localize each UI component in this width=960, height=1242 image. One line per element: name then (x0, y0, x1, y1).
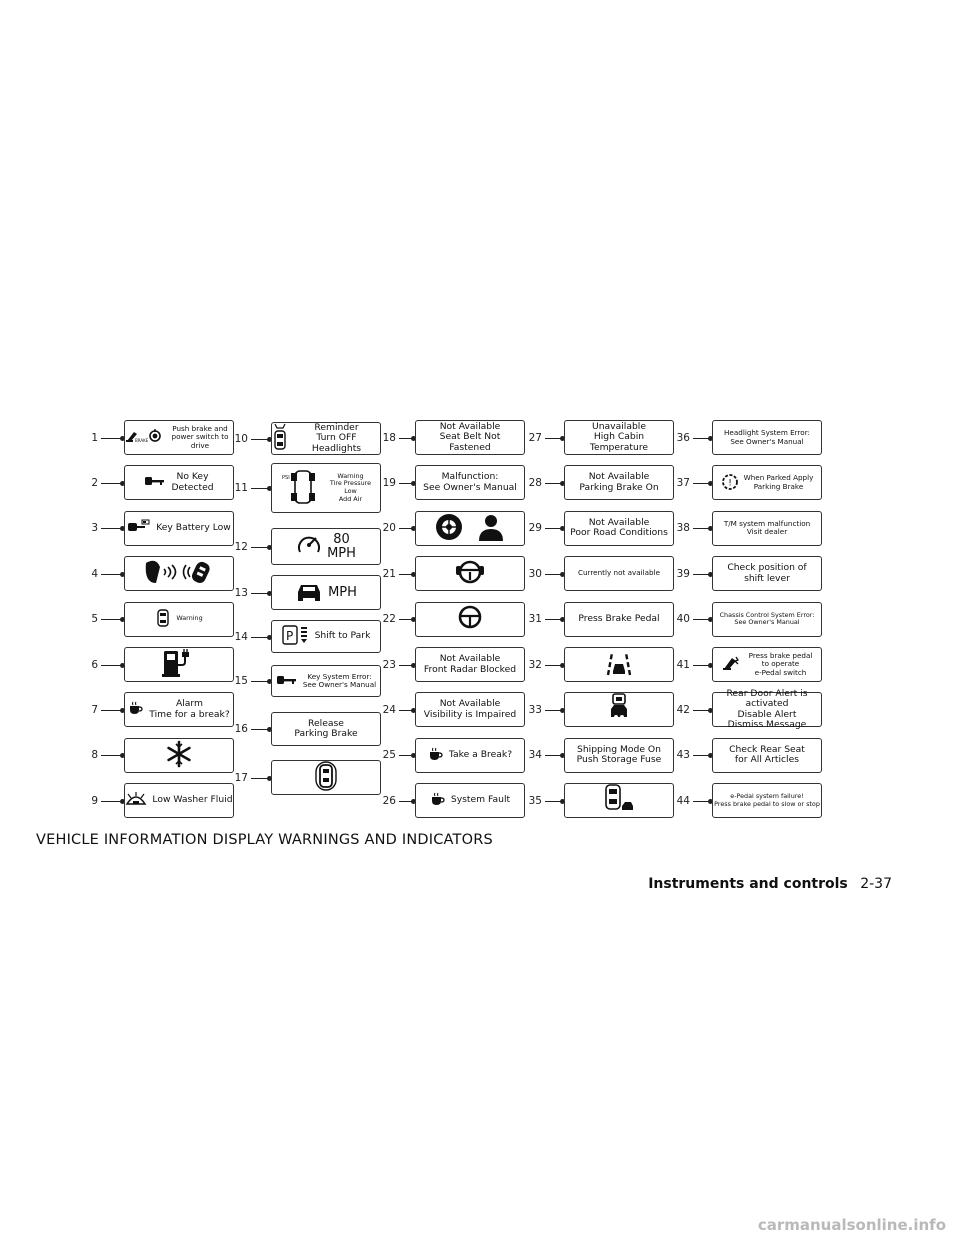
message-text (570, 518, 668, 539)
person-icon (477, 513, 505, 545)
car-top-icon (315, 761, 337, 795)
indicator-message-box (124, 420, 234, 455)
indicator-message-box (564, 602, 674, 637)
steering-wheel-hands-icon (455, 560, 485, 588)
callout-number: 21 (382, 567, 396, 580)
message-text (167, 425, 233, 450)
leader-line (545, 574, 563, 575)
coffee-cup-icon (430, 792, 446, 810)
leader-line (399, 801, 414, 802)
callout-number: 7 (91, 703, 98, 716)
message-text (440, 422, 501, 454)
message-line: Currently not available (577, 568, 661, 578)
callout-number: 24 (382, 703, 396, 716)
message-line: 80 (333, 531, 350, 547)
message-text (423, 472, 517, 493)
indicator-message-box (124, 738, 234, 773)
indicator-message-box (415, 420, 525, 455)
message-text (577, 745, 662, 766)
message-text (578, 569, 660, 577)
message-line: Not Available (439, 653, 501, 664)
message-line: Reminder (314, 421, 359, 433)
message-text (749, 652, 813, 677)
message-line: Check Rear Seat (729, 743, 805, 755)
message-line: Alarm (175, 698, 204, 710)
leader-line (693, 438, 711, 439)
callout-number: 43 (676, 749, 690, 762)
leader-line (545, 801, 563, 802)
warning-car-icon (155, 608, 171, 631)
message-line: shift lever (744, 572, 790, 584)
message-line: MPH (328, 584, 357, 600)
leader-line (101, 619, 123, 620)
message-line: T/M system malfunction (723, 518, 811, 528)
message-line: Front Radar Blocked (423, 663, 517, 675)
leader-line (101, 801, 123, 802)
callout-number: 34 (528, 749, 542, 762)
message-line: When Parked Apply (743, 473, 814, 483)
leader-line (693, 483, 711, 484)
leader-line (545, 483, 563, 484)
callout-number: 4 (91, 567, 98, 580)
leader-line (101, 438, 123, 439)
indicator-message-box (712, 738, 822, 773)
message-text (303, 673, 376, 690)
leader-line (693, 755, 711, 756)
message-line: Turn OFF Headlights (311, 432, 362, 454)
message-line: Detected (171, 481, 214, 493)
callout-number: 3 (91, 522, 98, 535)
leader-line (545, 528, 563, 529)
page-footer (648, 876, 892, 892)
callout-number: 1 (91, 431, 98, 444)
message-line: power switch to drive (171, 432, 229, 450)
callout-number: 30 (528, 567, 542, 580)
message-line: Rear Door Alert is (726, 687, 808, 699)
message-text (424, 699, 516, 720)
message-text (315, 631, 371, 642)
cruise-car-icon (295, 580, 323, 606)
message-text (714, 793, 820, 808)
message-line: Dismiss Message (727, 719, 807, 731)
brake-foot-icon (125, 429, 149, 445)
indicator-message-box (124, 465, 234, 500)
indicator-message-box (415, 465, 525, 500)
leader-line (251, 778, 270, 779)
callout-number: 25 (382, 749, 396, 762)
message-text (744, 474, 814, 491)
message-line: for All Articles (734, 754, 800, 766)
leader-line (251, 488, 270, 489)
ev-charge-icon (162, 649, 196, 681)
indicator-message-box (712, 647, 822, 682)
speedometer-icon (296, 532, 322, 562)
callout-number: 15 (234, 675, 248, 687)
message-text (727, 563, 806, 584)
message-line: activated (745, 698, 789, 710)
callout-number: 39 (676, 567, 690, 580)
leader-line (693, 665, 711, 666)
callout-number: 10 (234, 432, 248, 445)
svg-text:P: P (285, 628, 293, 643)
message-line: System Fault (450, 794, 511, 806)
message-line: See Owner's Manual (734, 618, 800, 627)
message-line: See Owner's Manual (302, 680, 377, 689)
indicator-message-box (564, 692, 674, 727)
leader-line (399, 755, 414, 756)
message-line: Not Available (588, 471, 650, 483)
washer-fluid-icon (125, 792, 147, 810)
key-icon (144, 475, 166, 491)
callout-number: 41 (676, 658, 690, 671)
message-line: Check position of (727, 562, 807, 574)
indicator-message-box (712, 556, 822, 591)
indicator-message-box (564, 511, 674, 546)
message-line: Fastened (449, 441, 491, 453)
callout-number: 44 (676, 794, 690, 807)
callout-number: 22 (382, 613, 396, 626)
indicator-message-box (712, 465, 822, 500)
callout-number: 9 (91, 794, 98, 807)
message-text (729, 745, 805, 766)
message-text (724, 429, 810, 446)
callout-number: 19 (382, 476, 396, 489)
indicator-message-box (564, 738, 674, 773)
indicator-message-box (712, 687, 822, 731)
message-line: Visibility is Impaired (423, 708, 517, 720)
message-line: Disable Alert (737, 708, 797, 720)
leader-line (251, 637, 270, 638)
indicator-message-box (271, 463, 381, 513)
message-line: Push Storage Fuse (576, 754, 662, 766)
indicator-message-box (712, 511, 822, 546)
message-line: Warning (337, 471, 364, 480)
message-text (152, 795, 232, 806)
leader-line (399, 665, 414, 666)
message-line: Poor Road Conditions (570, 527, 668, 539)
leader-line (399, 710, 414, 711)
message-line: to operate (761, 659, 800, 669)
message-line: Visit dealer (746, 527, 788, 537)
indicator-message-box (564, 420, 674, 455)
indicator-message-box (712, 420, 822, 455)
leader-line (101, 755, 123, 756)
callout-number: 5 (91, 613, 98, 626)
message-line: Time for a break? (149, 708, 230, 720)
message-line: Add Air (338, 494, 363, 503)
indicator-message-box (712, 602, 822, 637)
leader-line (399, 483, 414, 484)
message-line: Low (344, 487, 357, 495)
leader-line (251, 729, 270, 730)
callout-number: 32 (528, 658, 542, 671)
message-line: See Owner's Manual (730, 436, 804, 446)
message-line: Parking Brake On (579, 481, 659, 493)
callout-number: 42 (676, 703, 690, 716)
message-text (149, 699, 229, 720)
message-text (726, 689, 807, 731)
leader-line (545, 665, 563, 666)
leader-line (545, 755, 563, 756)
message-line: Unavailable (591, 420, 646, 432)
message-text (451, 795, 510, 806)
callout-number: 28 (528, 476, 542, 489)
indicator-message-box (564, 647, 674, 682)
callout-number: 11 (234, 482, 248, 494)
leader-line (101, 665, 123, 666)
message-line: Low Washer Fluid (152, 794, 233, 806)
indicator-message-box (564, 556, 674, 591)
lane-car-icon (602, 649, 636, 681)
leader-line (545, 438, 563, 439)
parking-gear-icon (721, 473, 739, 493)
leader-line (101, 574, 123, 575)
steering-wheel-icon (458, 605, 482, 633)
message-line: Tire Pressure (329, 479, 372, 488)
message-line: No Key (176, 471, 209, 483)
leader-line (101, 710, 123, 711)
rear-door-icon (604, 784, 634, 818)
message-line: Headlight System Error: (724, 428, 810, 438)
message-line: MPH (327, 545, 356, 561)
leader-line (545, 619, 563, 620)
message-text (578, 614, 659, 625)
indicator-message-box (271, 665, 381, 697)
callout-number: 35 (528, 794, 542, 807)
indicator-message-box (415, 556, 525, 591)
key-signal-icon (142, 559, 216, 589)
svg-text:!: ! (727, 478, 732, 489)
indicator-message-box (124, 692, 234, 727)
seat-car-icon (608, 693, 630, 727)
park-p-icon (282, 625, 310, 649)
message-line: Shift to Park (314, 630, 371, 642)
message-line: Shipping Mode On (576, 743, 661, 755)
headlight-car-icon (272, 423, 288, 455)
indicator-message-box (124, 556, 234, 591)
message-line: Not Available (439, 698, 501, 710)
indicator-message-box (124, 602, 234, 637)
message-line: Malfunction: (441, 471, 499, 483)
svg-text:PSI: PSI (281, 474, 290, 481)
message-text (171, 472, 213, 493)
indicator-message-box (271, 422, 381, 455)
message-line: Not Available (588, 516, 650, 528)
tire-pressure-icon (281, 467, 325, 510)
power-switch-icon (148, 429, 162, 445)
leader-line (693, 528, 711, 529)
watermark: carmanualsonline.info (757, 1216, 946, 1234)
message-line: Take a Break? (448, 749, 513, 761)
indicator-message-box (564, 465, 674, 500)
leader-line (251, 547, 270, 548)
message-text (328, 586, 357, 600)
callout-number: 40 (676, 613, 690, 626)
callout-number: 29 (528, 522, 542, 535)
message-text (590, 422, 648, 454)
indicator-message-box (415, 738, 525, 773)
callout-number: 36 (676, 431, 690, 444)
callout-number: 14 (234, 630, 248, 643)
indicator-message-box (415, 647, 525, 682)
indicator-message-box (124, 511, 234, 546)
message-line: Push brake and (172, 423, 228, 433)
message-line: High Cabin (593, 431, 645, 443)
callout-number: 23 (382, 658, 396, 671)
message-line: See Owner's Manual (423, 481, 517, 493)
callout-number: 31 (528, 613, 542, 626)
message-line: Press Brake Pedal (578, 612, 660, 624)
leader-line (251, 439, 270, 440)
callout-number: 12 (234, 540, 248, 553)
indicator-message-box (124, 783, 234, 818)
message-line: Key System Error: (307, 671, 372, 681)
message-line: e-Pedal system failure! (730, 792, 804, 801)
footer-page-number: 2-37 (860, 876, 892, 892)
message-line: Temperature (589, 441, 649, 453)
callout-number: 37 (676, 476, 690, 489)
coffee-cup-icon (128, 701, 144, 719)
message-text (176, 615, 202, 623)
svg-text:BRAKE: BRAKE (135, 438, 149, 444)
message-text (579, 472, 658, 493)
message-line: Seat Belt Not (439, 431, 501, 443)
message-line: Press brake pedal to slow or stop (714, 799, 820, 808)
leader-line (251, 593, 270, 594)
indicator-message-box (271, 712, 381, 746)
callout-number: 33 (528, 703, 542, 716)
message-text (449, 750, 512, 761)
message-line: Parking Brake (753, 481, 804, 491)
message-text (720, 612, 815, 627)
indicator-message-box (415, 783, 525, 818)
leader-line (399, 619, 414, 620)
leader-line (101, 483, 123, 484)
message-line: e-Pedal switch (754, 667, 807, 677)
message-line: Parking Brake (294, 728, 358, 739)
callout-number: 2 (91, 476, 98, 489)
callout-number: 16 (234, 723, 248, 735)
coffee-cup-icon (428, 747, 444, 765)
message-text (294, 719, 357, 740)
snowflake-icon (165, 740, 193, 772)
message-line: Not Available (439, 420, 501, 432)
indicator-message-box (271, 760, 381, 795)
message-text (293, 423, 380, 455)
indicator-message-box (415, 511, 525, 546)
callout-number: 26 (382, 794, 396, 807)
message-text (724, 520, 810, 537)
leader-line (693, 574, 711, 575)
leader-line (101, 528, 123, 529)
message-text (330, 473, 371, 503)
callout-number: 17 (234, 771, 248, 784)
callout-number: 27 (528, 431, 542, 444)
message-line: Key Battery Low (156, 522, 231, 534)
leader-line (399, 438, 414, 439)
footer-section-title: Instruments and controls (648, 876, 848, 892)
key-fob-icon (127, 519, 151, 539)
indicator-message-box (271, 528, 381, 565)
callout-number: 6 (91, 658, 98, 671)
message-line: Chassis Control System Error: (719, 610, 815, 619)
indicator-message-box (564, 783, 674, 818)
indicator-message-box (271, 620, 381, 653)
indicator-message-box (415, 692, 525, 727)
leader-line (545, 710, 563, 711)
leader-line (693, 619, 711, 620)
indicator-message-box (712, 783, 822, 818)
message-text (156, 523, 231, 534)
indicator-message-box (271, 575, 381, 610)
figure-caption: VEHICLE INFORMATION DISPLAY WARNINGS AND INDICATORS (36, 832, 493, 848)
key-icon (276, 674, 298, 688)
e-pedal-icon (722, 655, 744, 673)
callout-number: 20 (382, 522, 396, 535)
callout-number: 38 (676, 522, 690, 535)
message-text (327, 533, 356, 561)
wheel-icon (435, 513, 463, 545)
message-line: Release (308, 717, 344, 729)
leader-line (399, 528, 414, 529)
message-text (424, 654, 516, 675)
callout-number: 18 (382, 431, 396, 444)
leader-line (251, 681, 270, 682)
leader-line (399, 574, 414, 575)
message-line: Press brake pedal (748, 650, 813, 660)
message-line: Warning (176, 614, 203, 623)
leader-line (693, 710, 711, 711)
indicator-message-box (415, 602, 525, 637)
leader-line (693, 801, 711, 802)
indicator-message-box (124, 647, 234, 682)
callout-number: 8 (91, 749, 98, 762)
callout-number: 13 (234, 586, 248, 599)
